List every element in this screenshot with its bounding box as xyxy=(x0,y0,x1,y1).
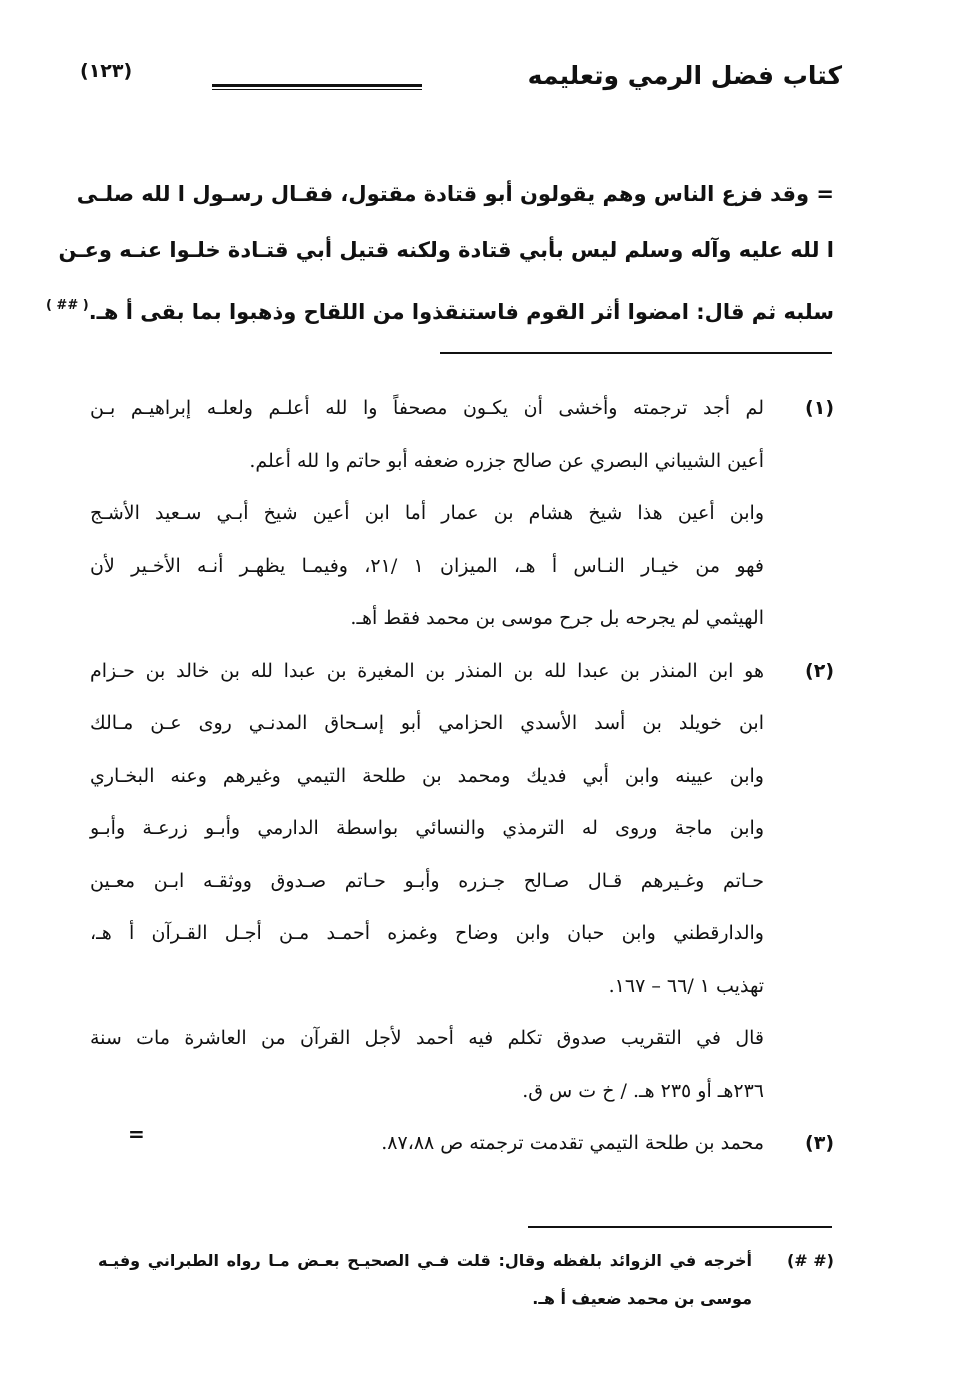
footnote-line: والدارقطني وابن حبان وابن وضاح وغمزه أحمـد مـن أجـل القـرآن أ هـ، xyxy=(90,922,764,944)
bottom-footnote-line: أخرجه في الزوائد بلفظه وقال: قلت فـي الصحيـح بعـض مـا رواه الطبراني وفيـه xyxy=(98,1251,752,1270)
footnote-line: ٢٣٦هـ أو ٢٣٥ هـ. / خ ت س ق. xyxy=(522,1079,764,1102)
bottom-footnote-line: موسى بن محمد ضعيف أ هـ. xyxy=(532,1289,752,1308)
footnote-3 xyxy=(90,1117,834,1170)
footnote-1 xyxy=(90,382,834,645)
main-line-last xyxy=(45,278,834,340)
footnote-line: ابن خويلد بن أسد الأسدي الحزامي أبو إسـحاق المدنـي روى عـن مـالك xyxy=(90,712,764,734)
continuation-mark: = xyxy=(128,1122,145,1146)
footnote-line: لم أجد ترجمته وأخشى أن يكـون مصحفاً وا لله أعلـم ولعلـه إبراهيـم بـن xyxy=(90,397,764,419)
footnote-line: أعين الشيباني البصري عن صالح جزره ضعفه أبو حاتم وا لله أعلم. xyxy=(249,449,764,472)
main-line: ا لله عليه وآله وسلم ليس بأبي قتادة ولكنه قتيل أبي قتـادة خلـوا عنـه وعـن xyxy=(58,238,834,262)
footnote-line: تهذيب ١ /٦٦ – ١٦٧. xyxy=(608,974,764,997)
page-number: (١٢٣) xyxy=(80,60,133,82)
footnote-2 xyxy=(90,645,834,1118)
footnote-line: محمد بن طلحة التيمي تقدمت ترجمته ص ٨٧،٨٨. xyxy=(381,1132,764,1154)
footnote-marker: (٢) xyxy=(805,659,834,682)
main-line: = وقد فزع الناس وهم يقولون أبو قتادة مقتول، فقـال رسـول ا لله صلـى xyxy=(76,182,834,206)
main-paragraph xyxy=(45,166,834,340)
bottom-footnote-marker: (# #) xyxy=(786,1251,834,1270)
footnotes xyxy=(90,382,834,1170)
book-title: كتاب فضل الرمي وتعليمه xyxy=(527,61,842,90)
bottom-footnote-body xyxy=(98,1242,834,1318)
footnote-marker: (١) xyxy=(805,397,834,419)
footnote-line: حـاتم وغـيرهم قـال صـالح جـزره وأبـو حـاتم صـدوق ووثقـه ابـن معـين xyxy=(90,869,764,892)
footnote-line: الهيثمي لم يجرحه بل جرح موسى بن محمد فقط أهـ. xyxy=(350,607,764,629)
footnote-line: فهو من خيـار النـاس أ هـ، الميزان ١ /٢١، وفيمـا يظهـر أنـه الأخـير لأن xyxy=(90,554,764,577)
footnote-separator xyxy=(440,352,832,354)
footnote-line: وابن ماجة وروى له الترمذي والنسائي بواسطة الدارمي وأبـو زرعـة وأبـو xyxy=(90,817,764,839)
footnote-line: وابن عيينه وابن أبي فديك ومحمد بن طلحة التيمي وغيرهم وعنه البخـاري xyxy=(90,764,764,787)
footnote-line: قال في التقريب صدوق تكلم فيه أحمد لأجل القرآن من العاشرة مات سنة xyxy=(90,1027,764,1049)
header-rule xyxy=(212,84,422,87)
footnote-line: وابن أعين هذا شيخ هشام بن عمار أما ابن أعين شيخ أبـي سـعيد الأشـج xyxy=(90,502,764,524)
page-header xyxy=(80,58,842,98)
header-rule-thin xyxy=(212,89,422,90)
footnote-line: هو ابن المنذر بن عبدا لله بن المنذر بن المغيرة بن عبدا لله بن خالد بن حـزام xyxy=(90,659,764,682)
bottom-footnote xyxy=(98,1242,834,1318)
footnote-ref-mark: ( ## ) xyxy=(45,298,89,313)
bottom-note-separator xyxy=(528,1226,832,1228)
footnote-marker: (٣) xyxy=(805,1132,834,1154)
main-line-text: سلبه ثم قال: امضوا أثر القوم فاستنقذوا من اللقاح وذهبوا بما بقى أ هـ. xyxy=(88,300,834,324)
